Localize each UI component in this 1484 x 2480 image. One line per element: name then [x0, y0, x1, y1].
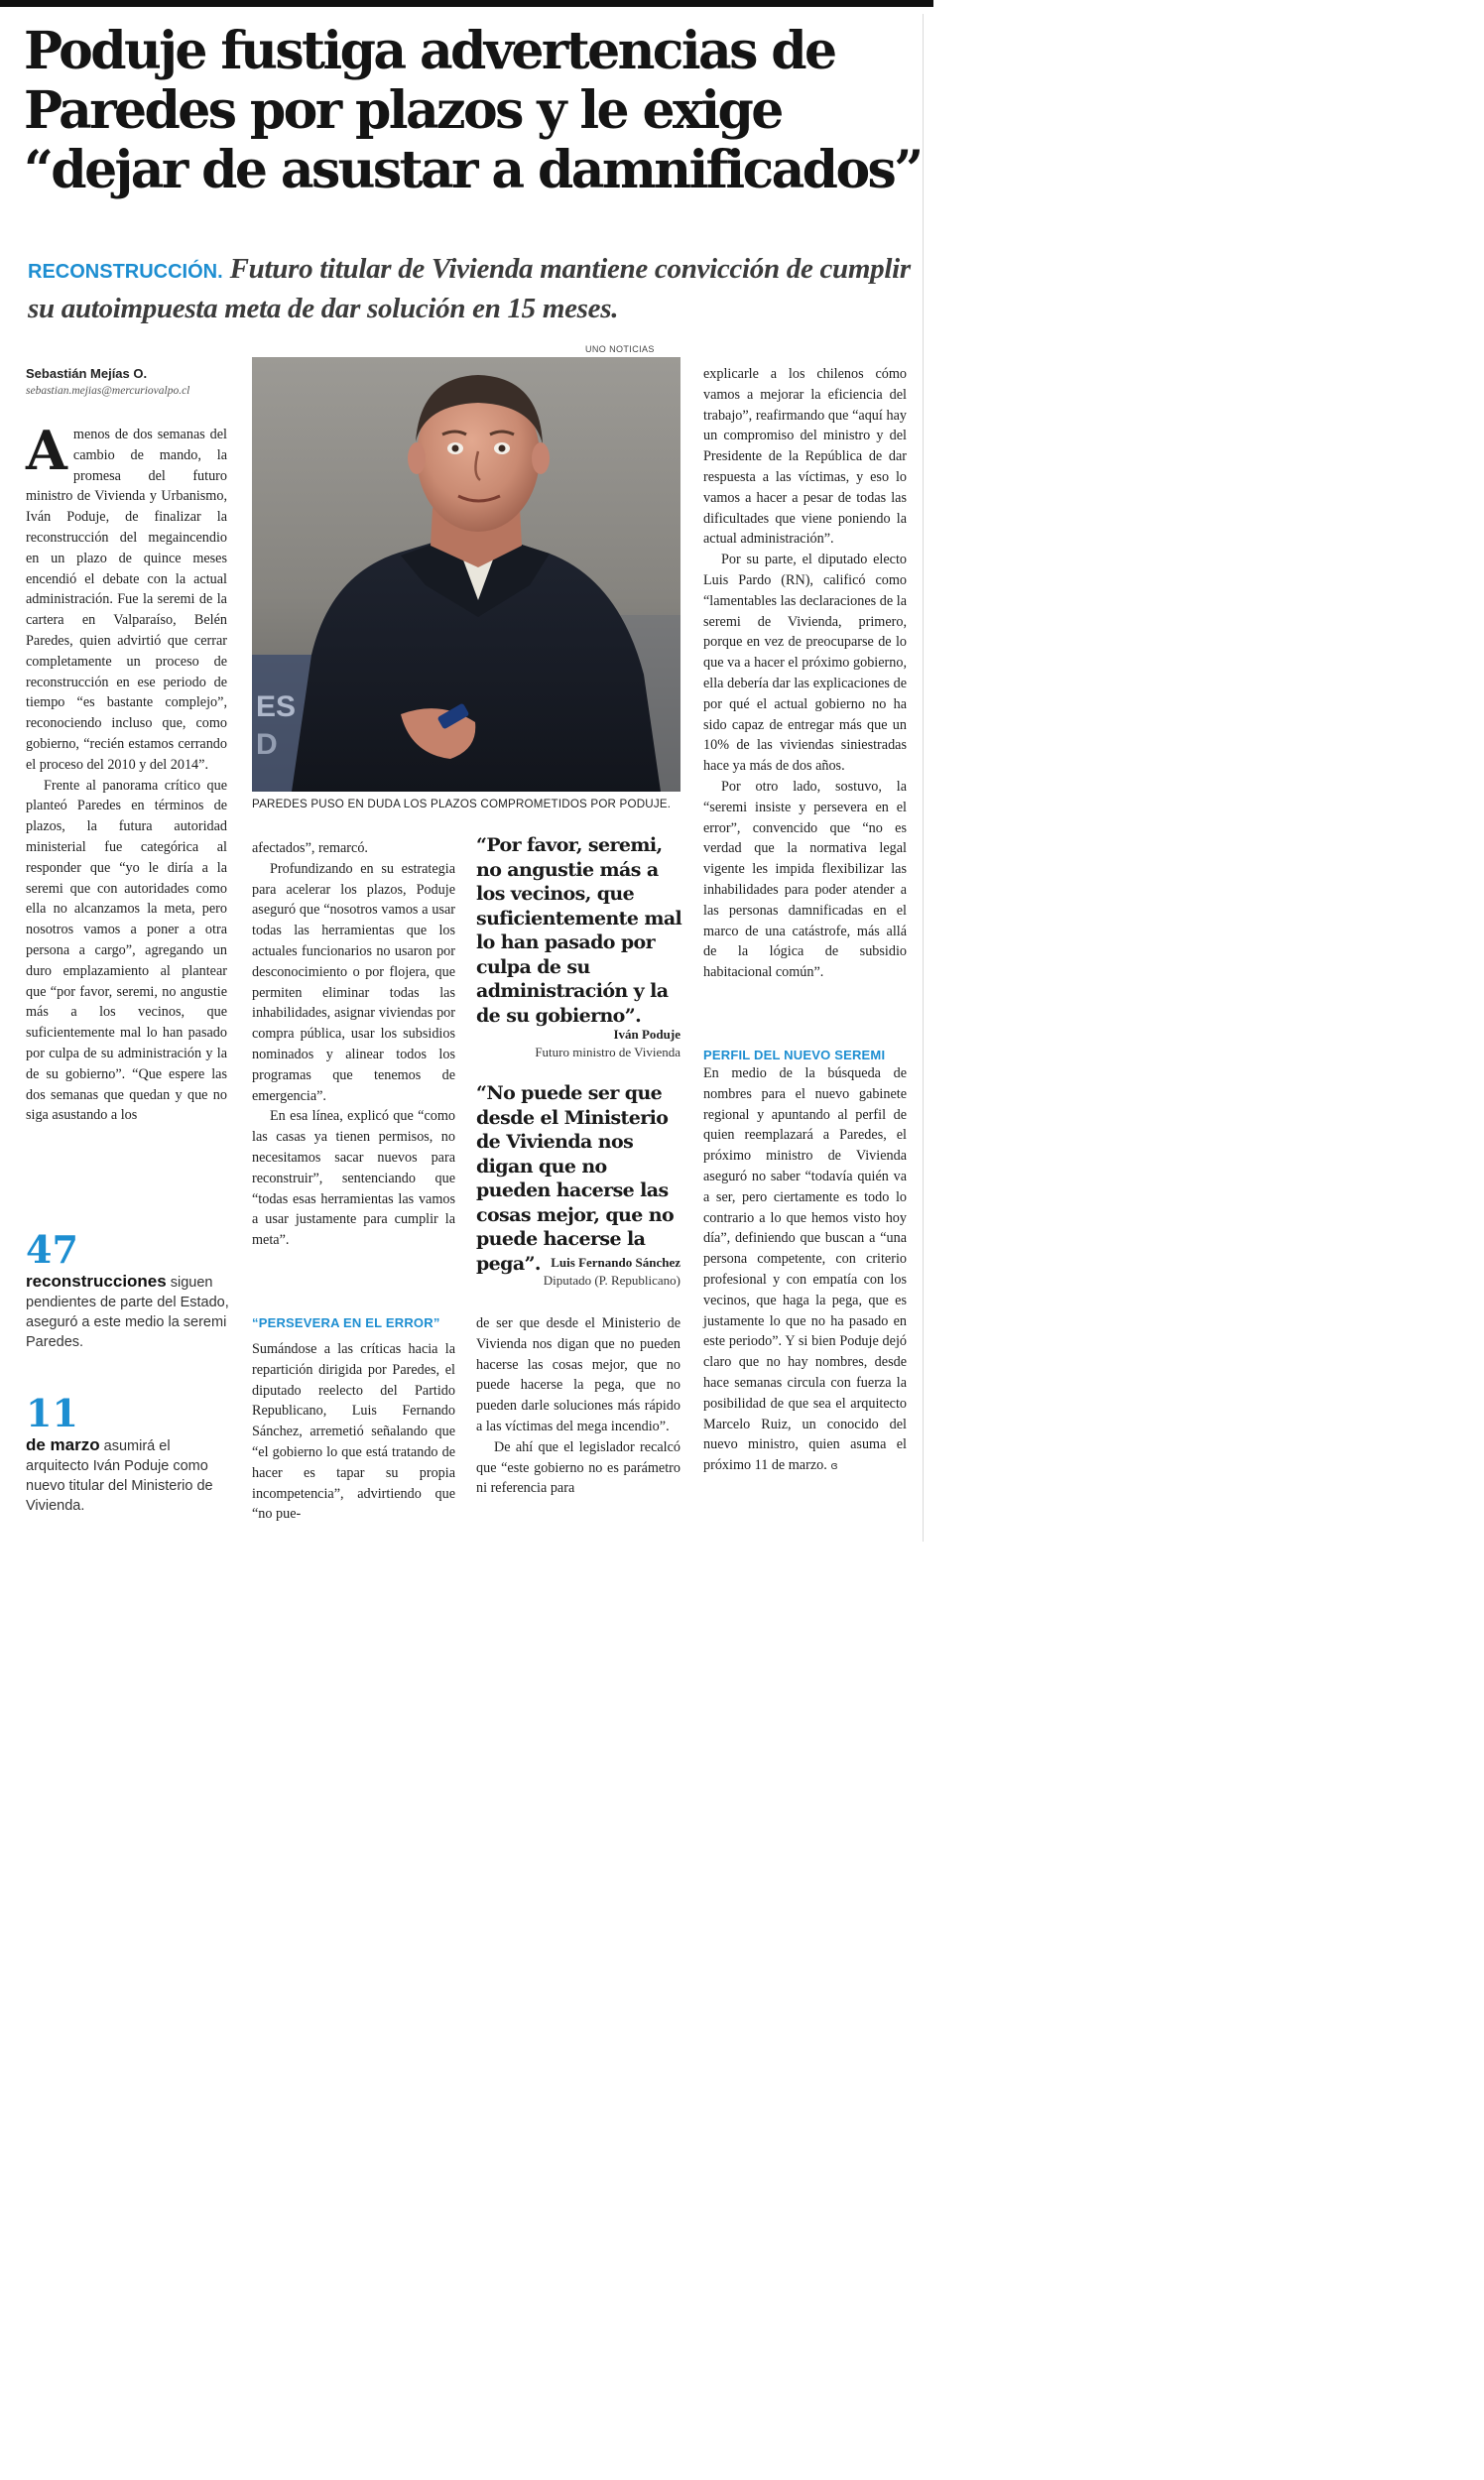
stat-box-1	[26, 1227, 234, 1352]
column-4	[703, 364, 907, 983]
stat-rest: siguen pendientes de parte del Estado, aseguró a este medio la seremi Paredes.	[26, 1275, 229, 1350]
subhead-perfil: PERFIL DEL NUEVO SEREMI	[703, 1048, 886, 1062]
byline	[26, 365, 234, 400]
pull-quote-1-attribution	[472, 1026, 680, 1061]
paragraph: Sumándose a las críticas hacia la repartición dirigida por Paredes, el diputado reelecto del Partido Republicano, Luis Fernando Sánchez, arremetió señalando que “el gobierno lo que está tratando de hacer es tapar su propia incompetencia”, advirtiendo que “no pue-	[252, 1341, 455, 1523]
svg-text:ES: ES	[256, 690, 297, 723]
end-mark-icon: ɞ	[830, 1459, 838, 1473]
column-3-lower	[476, 1313, 680, 1499]
stat-box-2	[26, 1391, 234, 1516]
headline	[24, 21, 922, 200]
pull-quote-2: “No puede ser que desde el Ministerio de Vivienda nos digan que no pueden hacerse las cosas mejor, que no puede hacerse la pega”.	[476, 1082, 675, 1275]
stat-bold: reconstrucciones	[26, 1272, 167, 1291]
column-2	[252, 838, 455, 1251]
stat-bold: de marzo	[26, 1435, 100, 1454]
photo-caption: PAREDES PUSO EN DUDA LOS PLAZOS COMPROMETIDOS POR PODUJE.	[252, 798, 672, 810]
column-1	[26, 419, 227, 1126]
quote-role: Diputado (P. Republicano)	[543, 1273, 680, 1288]
stat-number: 47	[26, 1227, 78, 1272]
top-rule	[0, 0, 933, 7]
byline-author: Sebastián Mejías O.	[26, 366, 148, 381]
paragraph	[26, 419, 227, 776]
headline-line-2: Paredes por plazos y le exige	[24, 80, 782, 141]
paragraph: Frente al panorama crítico que planteó Paredes en términos de plazos, la futura autoridad ministerial fue categórica al responder que “yo le diría a la seremi que con autoridades como ella no alcanzamos la meta, pero nosotros vamos a poner a otra persona a cargo”, agregando un duro emplazamiento al plantear que “por favor, seremi, no angustie más a los vecinos, que suficientemente mal lo han pasado por culpa de su administración y la de su gobierno”. “Que espere las dos semanas que quedan y que no siga asustando a los	[26, 777, 227, 1124]
quote-role: Futuro ministro de Vivienda	[535, 1045, 680, 1059]
subhead-persevera: “PERSEVERA EN EL ERROR”	[252, 1315, 440, 1330]
paragraph: explicarle a los chilenos cómo vamos a mejorar la eficiencia del trabajo”, reafirmando que “aquí hay un compromiso del ministro y del Presidente de la República de dar respuesta a las víctimas, y eso lo vamos a hacer a pesar de todas las dificultades que viene poniendo la actual administración”.	[703, 366, 907, 548]
quote-author: Iván Poduje	[613, 1027, 680, 1042]
pull-quote-1: “Por favor, seremi, no angustie más a los vecinos, que suficientemente mal lo han pasado por culpa de su administración y la de su gobierno”.	[476, 834, 682, 1027]
photo-credit: UNO NOTICIAS	[585, 344, 655, 354]
stat-rest: asumirá el arquitecto Iván Poduje como nuevo titular del Ministerio de Vivienda.	[26, 1438, 213, 1514]
headline-line-3: “dejar de asustar a damnificados”	[24, 140, 922, 200]
paragraph	[703, 1063, 907, 1477]
deck-kicker: RECONSTRUCCIÓN.	[28, 261, 223, 283]
drop-cap: A	[26, 419, 67, 482]
stat-text	[26, 1435, 234, 1516]
deck-text: Futuro titular de Vivienda mantiene convicción de cumplir su autoimpuesta meta de dar solución en 15 meses.	[28, 253, 911, 324]
paragraph: Profundizando en su estrategia para acelerar los plazos, Poduje aseguró que “nosotros vamos a usar todas las herramientas que los actuales funcionarios no usaron por desconocimiento o por flojera, que permiten eliminar todas las inhabilidades, asignar viviendas por compra pública, usar los subsidios nominados y alinear todos los programas que tenemos de emergencia”.	[252, 860, 455, 1104]
paragraph-text: En medio de la búsqueda de nombres para el nuevo gabinete regional y apuntando al perfil de quien reemplazará a Paredes, el próximo ministro de Vivienda aseguró no saber “todavía quién va a ser, pero ciertamente es todo lo contrario a lo que hemos visto hoy día”, definiendo que buscan a “una persona competente, con criterio profesional y con empatía con los vecinos, que haga la pega, que es justamente lo que no ha pasado en este periodo”. Y si bien Poduje dejó claro que no hay nombres, desde hace semanas circula con fuerza la posibilidad de que sea el arquitecto Marcelo Ruiz, un conocido del nuevo ministro, quien asuma el próximo 11 de marzo.	[703, 1065, 907, 1474]
byline-email[interactable]: sebastian.mejias@mercuriovalpo.cl	[26, 385, 190, 397]
column-4-lower	[703, 1063, 907, 1477]
paragraph: De ahí que el legislador recalcó que “este gobierno no es parámetro ni referencia para	[476, 1438, 680, 1497]
stat-number: 11	[26, 1391, 78, 1435]
paragraph-text: menos de dos semanas del cambio de mando, la promesa del futuro ministro de Vivienda y Urbanismo, Iván Poduje, de finalizar la reconstrucción del megaincendio en un plazo de quince meses encendió el debate con la actual administración. Fue la seremi de la cartera en Valparaíso, Belén Paredes, quien advirtió que cerrar completamente un proceso de reconstrucción en ese periodo de tiempo “es bastante complejo”, reconociendo incluso que, como gobierno, “recién estamos cerrando el proceso del 2010 y del 2014”.	[26, 427, 227, 773]
paragraph: Por otro lado, sostuvo, la “seremi insiste y persevera en el error”, convencido que “no es verdad que la normativa legal vigente les impida flexibilizar las inhabilidades para poder atender a las personas damnificadas en el marco de una catástrofe, más allá de la lógica de subsidio habitacional común”.	[703, 778, 907, 981]
paragraph: En esa línea, explicó que “como las casas ya tienen permisos, no necesitamos sacar nuevos para reconstruir”, sentenciando que “todas esas herramientas las vamos a usar justamente para cumplir la meta”.	[252, 1108, 455, 1249]
paragraph: afectados”, remarcó.	[252, 840, 368, 856]
stat-text	[26, 1272, 234, 1352]
column-2-lower	[252, 1339, 455, 1525]
pull-quote-2-attribution	[472, 1254, 680, 1290]
headline-line-1: Poduje fustiga advertencias de	[24, 21, 835, 81]
deck	[28, 251, 911, 327]
article-photo	[252, 357, 680, 792]
photo-illustration	[252, 357, 680, 792]
right-column-rule	[923, 14, 924, 1542]
paragraph: de ser que desde el Ministerio de Vivienda nos digan que no pueden hacerse las cosas mejor, que no puede hacerse la pega, que no pueden darle soluciones más rápido a las víctimas del mega incendio”.	[476, 1315, 680, 1434]
quote-author: Luis Fernando Sánchez	[551, 1255, 680, 1270]
paragraph: Por su parte, el diputado electo Luis Pardo (RN), calificó como “lamentables las declaraciones de la seremi de Vivienda, primero, porque en vez de preocuparse de lo que va a hacer el próximo gobierno, ella debería dar las explicaciones de por qué el actual gobierno no ha sido capaz de entregar más que un 10% de las viviendas siniestradas hace ya más de dos años.	[703, 552, 907, 775]
svg-text:D: D	[256, 728, 278, 761]
